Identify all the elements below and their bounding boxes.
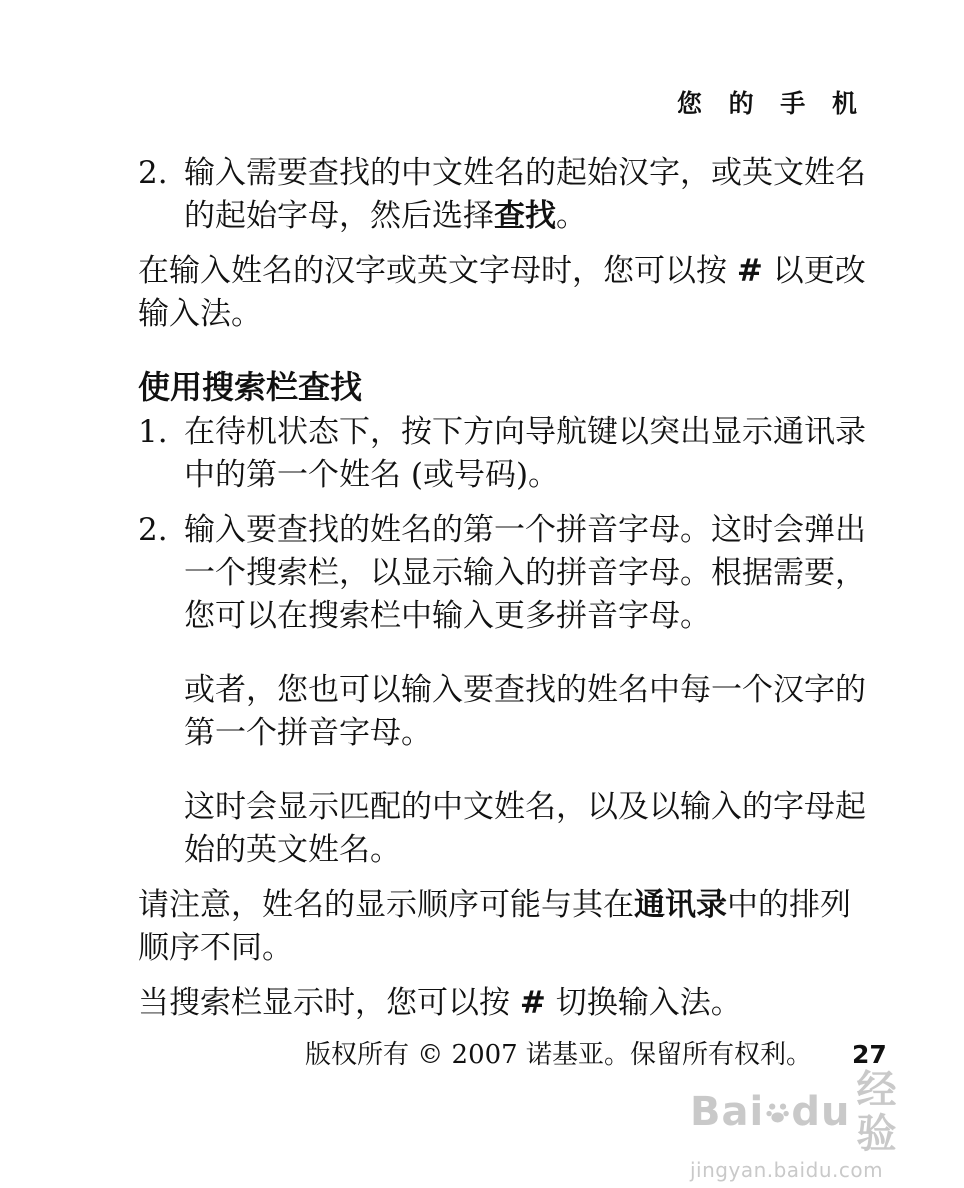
baidu-watermark [690, 1067, 920, 1182]
step-item [138, 509, 878, 638]
page-footer [305, 1034, 887, 1071]
step-text-part: 。 [556, 198, 587, 234]
copyright-text: 版权所有 © 2007 诺基亚。保留所有权利。 [305, 1040, 812, 1070]
watermark-logo-text: du [791, 1089, 851, 1135]
hash-key: # [519, 985, 546, 1021]
sub-paragraph: 这时会显示匹配的中文姓名，以及以输入的字母起始的英文姓名。 [184, 789, 866, 868]
paw-icon [766, 1097, 789, 1127]
step-text: 在待机状态下，按下方向导航键以突出显示通讯录中的第一个姓名 (或号码)。 [184, 414, 866, 493]
find-command: 查找 [494, 198, 556, 234]
page-content [138, 152, 878, 1037]
watermark-logo-cn: 经验 [856, 1067, 898, 1157]
note-text: 中的排列顺序不同。 [138, 887, 851, 966]
note-text: 以更改输入法。 [138, 253, 866, 332]
order-note [138, 884, 878, 970]
note-text: 请注意，姓名的显示顺序可能与其在 [138, 887, 634, 923]
step-number: 1. [138, 414, 168, 450]
step-number: 2. [138, 512, 168, 548]
switch-input-note [138, 982, 878, 1025]
contacts-term: 通讯录 [634, 887, 727, 923]
section-heading: 使用搜索栏查找 [138, 368, 363, 406]
page-header: 您 的 手 机 [676, 89, 866, 118]
note-text: 在输入姓名的汉字或英文字母时，您可以按 [138, 253, 737, 289]
step-item [138, 411, 878, 497]
note-text: 当搜索栏显示时，您可以按 [138, 985, 520, 1021]
watermark-logo [690, 1068, 920, 1156]
note-text: 切换输入法。 [545, 985, 742, 1021]
step-text: 输入要查找的姓名的第一个拼音字母。这时会弹出一个搜索栏，以显示输入的拼音字母。根据需要，您可以在搜索栏中输入更多拼音字母。 [184, 512, 866, 634]
page-number: 27 [851, 1040, 887, 1069]
input-method-note [138, 250, 878, 336]
watermark-url: jingyan.baidu.com [690, 1158, 884, 1182]
hash-key: # [736, 253, 763, 289]
watermark-logo-text: Bai [690, 1089, 765, 1135]
step-text-part: 输入需要查找的中文姓名的起始汉字，或英文姓名的起始字母，然后选择 [184, 155, 866, 234]
step-item [138, 152, 878, 238]
sub-paragraph: 或者，您也可以输入要查找的姓名中每一个汉字的第一个拼音字母。 [184, 672, 866, 751]
step-text [184, 152, 878, 238]
step-number: 2. [138, 155, 168, 191]
